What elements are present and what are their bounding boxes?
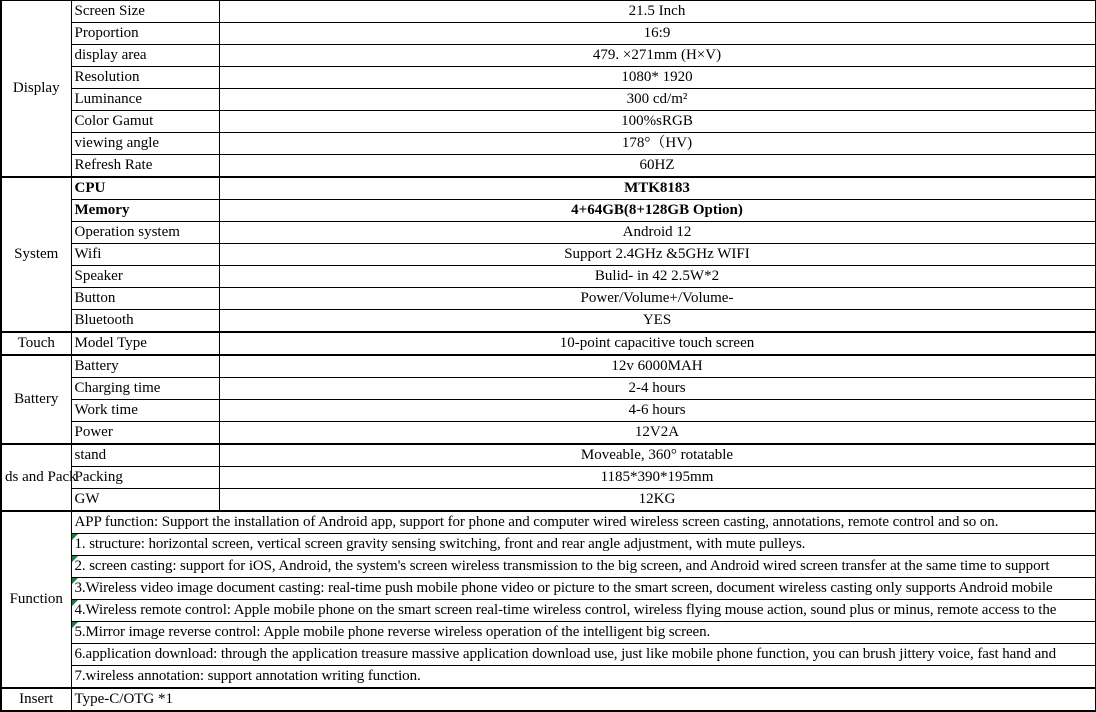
insert-value-cell: Type-C/OTG *1 <box>71 688 1095 711</box>
spec-label-cell: Refresh Rate <box>71 155 219 178</box>
spec-row <box>1 244 1095 266</box>
category-battery: Battery <box>1 355 71 444</box>
spec-value-cell: 60HZ <box>219 155 1095 178</box>
spec-value-cell: MTK8183 <box>219 177 1095 200</box>
spec-label-cell: Screen Size <box>71 1 219 23</box>
spec-label-cell: Button <box>71 288 219 310</box>
spec-row <box>1 622 1095 644</box>
category-stands-and-packing: ds and Pack <box>1 444 71 511</box>
category-display: Display <box>1 1 71 178</box>
spec-row <box>1 644 1095 666</box>
function-text-cell <box>71 578 1095 600</box>
spec-label-cell: CPU <box>71 177 219 200</box>
spec-label-cell: stand <box>71 444 219 467</box>
spec-value-cell: 10-point capacitive touch screen <box>219 332 1095 355</box>
green-corner-marker-icon <box>72 622 78 628</box>
spec-value-cell: 178°（HV) <box>219 133 1095 155</box>
spec-label-cell: Wifi <box>71 244 219 266</box>
function-text-cell <box>71 556 1095 578</box>
spec-label-cell: Color Gamut <box>71 111 219 133</box>
spec-label-cell: Charging time <box>71 378 219 400</box>
spec-value-cell: 16:9 <box>219 23 1095 45</box>
spec-row <box>1 133 1095 155</box>
spec-value-cell: 1080* 1920 <box>219 67 1095 89</box>
spec-row <box>1 534 1095 556</box>
spec-value-cell: Bulid- in 42 2.5W*2 <box>219 266 1095 288</box>
spec-value-cell: 1185*390*195mm <box>219 467 1095 489</box>
category-touch: Touch <box>1 332 71 355</box>
category-insert: Insert <box>1 688 71 711</box>
function-text-cell: 7.wireless annotation: support annotation writing function. <box>71 666 1095 689</box>
function-text: 4.Wireless remote control: Apple mobile phone on the smart screen real-time wireless control, wireless flying mouse action, sound plus or minus, remote access to the <box>74 601 1057 618</box>
spec-label-cell: Work time <box>71 400 219 422</box>
spec-row <box>1 400 1095 422</box>
spec-value-cell: 479. ×271mm (H×V) <box>219 45 1095 67</box>
spec-row <box>1 310 1095 333</box>
spec-row <box>1 688 1095 711</box>
green-corner-marker-icon <box>72 534 78 540</box>
spec-row <box>1 177 1095 200</box>
spec-row <box>1 511 1095 534</box>
spec-row <box>1 600 1095 622</box>
spec-row <box>1 23 1095 45</box>
function-text-cell: 6.application download: through the application treasure massive application download use, just like mobile phone function, you can brush jittery voice, fast hand and <box>71 644 1095 666</box>
spec-row <box>1 378 1095 400</box>
spec-value-cell: 21.5 Inch <box>219 1 1095 23</box>
function-text: 1. structure: horizontal screen, vertical screen gravity sensing switching, front and rear angle adjustment, with mute pulleys. <box>74 535 806 552</box>
function-text: 2. screen casting: support for iOS, Android, the system's screen wireless transmission to the big screen, and Android wired screen transfer at the same time to support <box>74 557 1050 574</box>
spec-row <box>1 67 1095 89</box>
function-text-cell <box>71 622 1095 644</box>
function-text-cell <box>71 600 1095 622</box>
spec-row <box>1 1 1095 23</box>
spec-value-cell: Moveable, 360° rotatable <box>219 444 1095 467</box>
spec-label-cell: Memory <box>71 200 219 222</box>
spec-row <box>1 489 1095 512</box>
spec-label-cell: Speaker <box>71 266 219 288</box>
function-text-cell <box>71 534 1095 556</box>
spec-row <box>1 89 1095 111</box>
category-system: System <box>1 177 71 332</box>
spec-row <box>1 355 1095 378</box>
category-function: Function <box>1 511 71 688</box>
function-text: 5.Mirror image reverse control: Apple mobile phone reverse wireless operation of the intelligent big screen. <box>74 623 711 640</box>
spec-row <box>1 467 1095 489</box>
spec-row <box>1 200 1095 222</box>
spec-row <box>1 155 1095 178</box>
spec-value-cell: YES <box>219 310 1095 333</box>
spec-row <box>1 332 1095 355</box>
spec-value-cell: Support 2.4GHz &5GHz WIFI <box>219 244 1095 266</box>
spec-value-cell: 12KG <box>219 489 1095 512</box>
function-text-cell: APP function: Support the installation of Android app, support for phone and computer wired wireless screen casting, annotations, remote control and so on. <box>71 511 1095 534</box>
spec-label-cell: Proportion <box>71 23 219 45</box>
function-text: 3.Wireless video image document casting: real-time push mobile phone video or picture to the smart screen, document wireless casting only supports Android mobile <box>74 579 1053 596</box>
spec-label-cell: Operation system <box>71 222 219 244</box>
spec-row <box>1 288 1095 310</box>
spec-value-cell: 2-4 hours <box>219 378 1095 400</box>
spec-label-cell: Bluetooth <box>71 310 219 333</box>
spec-row <box>1 578 1095 600</box>
spec-label-cell: Power <box>71 422 219 445</box>
spec-label-cell: Packing <box>71 467 219 489</box>
spec-value-cell: Power/Volume+/Volume- <box>219 288 1095 310</box>
spec-label-cell: GW <box>71 489 219 512</box>
spec-value-cell: 12V2A <box>219 422 1095 445</box>
spec-row <box>1 422 1095 445</box>
green-corner-marker-icon <box>72 600 78 606</box>
green-corner-marker-icon <box>72 556 78 562</box>
spec-label-cell: Luminance <box>71 89 219 111</box>
spec-value-cell: 4-6 hours <box>219 400 1095 422</box>
spec-row <box>1 111 1095 133</box>
spec-row <box>1 556 1095 578</box>
spec-label-cell: Resolution <box>71 67 219 89</box>
spec-label-cell: viewing angle <box>71 133 219 155</box>
spec-value-cell: 4+64GB(8+128GB Option) <box>219 200 1095 222</box>
spec-value-cell: 100%sRGB <box>219 111 1095 133</box>
spec-row <box>1 444 1095 467</box>
green-corner-marker-icon <box>72 578 78 584</box>
spec-row <box>1 45 1095 67</box>
spec-row <box>1 222 1095 244</box>
spec-label-cell: display area <box>71 45 219 67</box>
spec-value-cell: Android 12 <box>219 222 1095 244</box>
spec-value-cell: 300 cd/m² <box>219 89 1095 111</box>
spec-value-cell: 12v 6000MAH <box>219 355 1095 378</box>
spec-label-cell: Model Type <box>71 332 219 355</box>
spec-label-cell: Battery <box>71 355 219 378</box>
spec-row <box>1 266 1095 288</box>
spec-row <box>1 666 1095 689</box>
